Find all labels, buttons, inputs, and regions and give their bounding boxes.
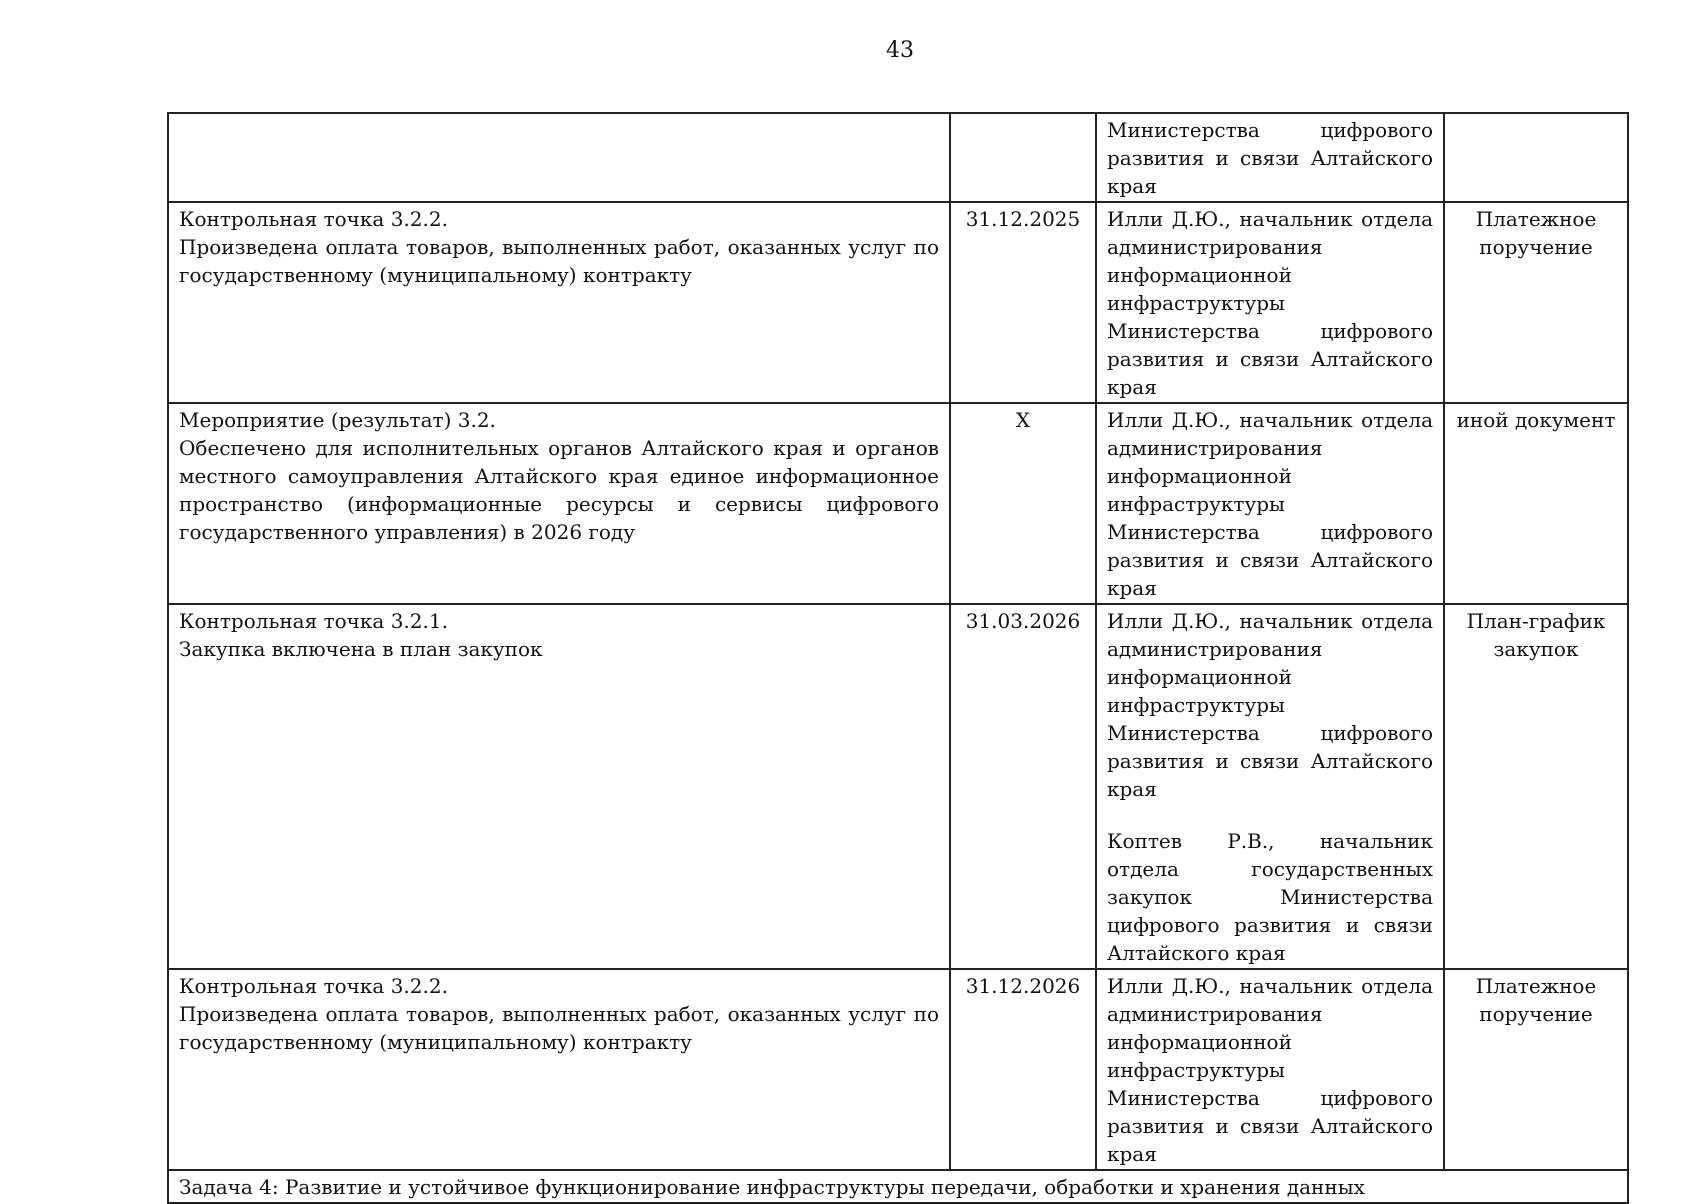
document-cell: Платежное поручение (1444, 969, 1628, 1170)
plan-table (167, 112, 1629, 1204)
event-text: Обеспечено для исполнительных органов Алтайского края и органов местного самоуправления Алтайского края единое информационное пространство (информационные ресурсы и сервисы цифрового государственного управления) в 2026 году (179, 436, 939, 544)
event-title: Контрольная точка 3.2.1. (179, 609, 448, 633)
responsible-person: Министерства цифрового развития и связи Алтайского края (1107, 118, 1433, 198)
responsible-person: Илли Д.Ю., начальник отдела администрирования информационной инфраструктуры Министерства цифрового развития и связи Алтайского края (1107, 974, 1433, 1166)
date-cell: 31.03.2026 (950, 604, 1096, 969)
event-text: Закупка включена в план закупок (179, 637, 543, 661)
responsible-person: Илли Д.Ю., начальник отдела администрирования информационной инфраструктуры Министерства цифрового развития и связи Алтайского края (1107, 609, 1433, 801)
responsible-cell (1096, 604, 1444, 969)
event-cell (168, 604, 950, 969)
spacer (1107, 803, 1433, 827)
task-heading: Задача 4: Развитие и устойчивое функционирование инфраструктуры передачи, обработки и хранения данных (168, 1170, 1628, 1203)
date-cell: X (950, 403, 1096, 604)
event-text: Произведена оплата товаров, выполненных работ, оказанных услуг по государственному (муниципальному) контракту (179, 1002, 939, 1054)
document-cell: План-график закупок (1444, 604, 1628, 969)
responsible-person: Коптев Р.В., начальник отдела государственных закупок Министерства цифрового развития и связи Алтайского края (1107, 829, 1433, 965)
table-row (168, 403, 1628, 604)
event-cell (168, 202, 950, 403)
event-text: Произведена оплата товаров, выполненных работ, оказанных услуг по государственному (муниципальному) контракту (179, 235, 939, 287)
table-row (168, 202, 1628, 403)
event-title: Мероприятие (результат) 3.2. (179, 408, 496, 432)
responsible-cell (1096, 202, 1444, 403)
table-row (168, 113, 1628, 202)
responsible-cell (1096, 113, 1444, 202)
table-row (168, 969, 1628, 1170)
document-cell: иной документ (1444, 403, 1628, 604)
task-row (168, 1170, 1628, 1203)
table-row (168, 604, 1628, 969)
date-cell: 31.12.2026 (950, 969, 1096, 1170)
responsible-person: Илли Д.Ю., начальник отдела администрирования информационной инфраструктуры Министерства цифрового развития и связи Алтайского края (1107, 408, 1433, 600)
responsible-cell (1096, 969, 1444, 1170)
document-cell (1444, 113, 1628, 202)
document-cell: Платежное поручение (1444, 202, 1628, 403)
event-cell (168, 969, 950, 1170)
page-number: 43 (886, 38, 914, 63)
date-cell: 31.12.2025 (950, 202, 1096, 403)
event-cell (168, 113, 950, 202)
event-cell (168, 403, 950, 604)
event-title: Контрольная точка 3.2.2. (179, 974, 448, 998)
responsible-person: Илли Д.Ю., начальник отдела администрирования информационной инфраструктуры Министерства цифрового развития и связи Алтайского края (1107, 207, 1433, 399)
responsible-cell (1096, 403, 1444, 604)
event-title: Контрольная точка 3.2.2. (179, 207, 448, 231)
date-cell (950, 113, 1096, 202)
